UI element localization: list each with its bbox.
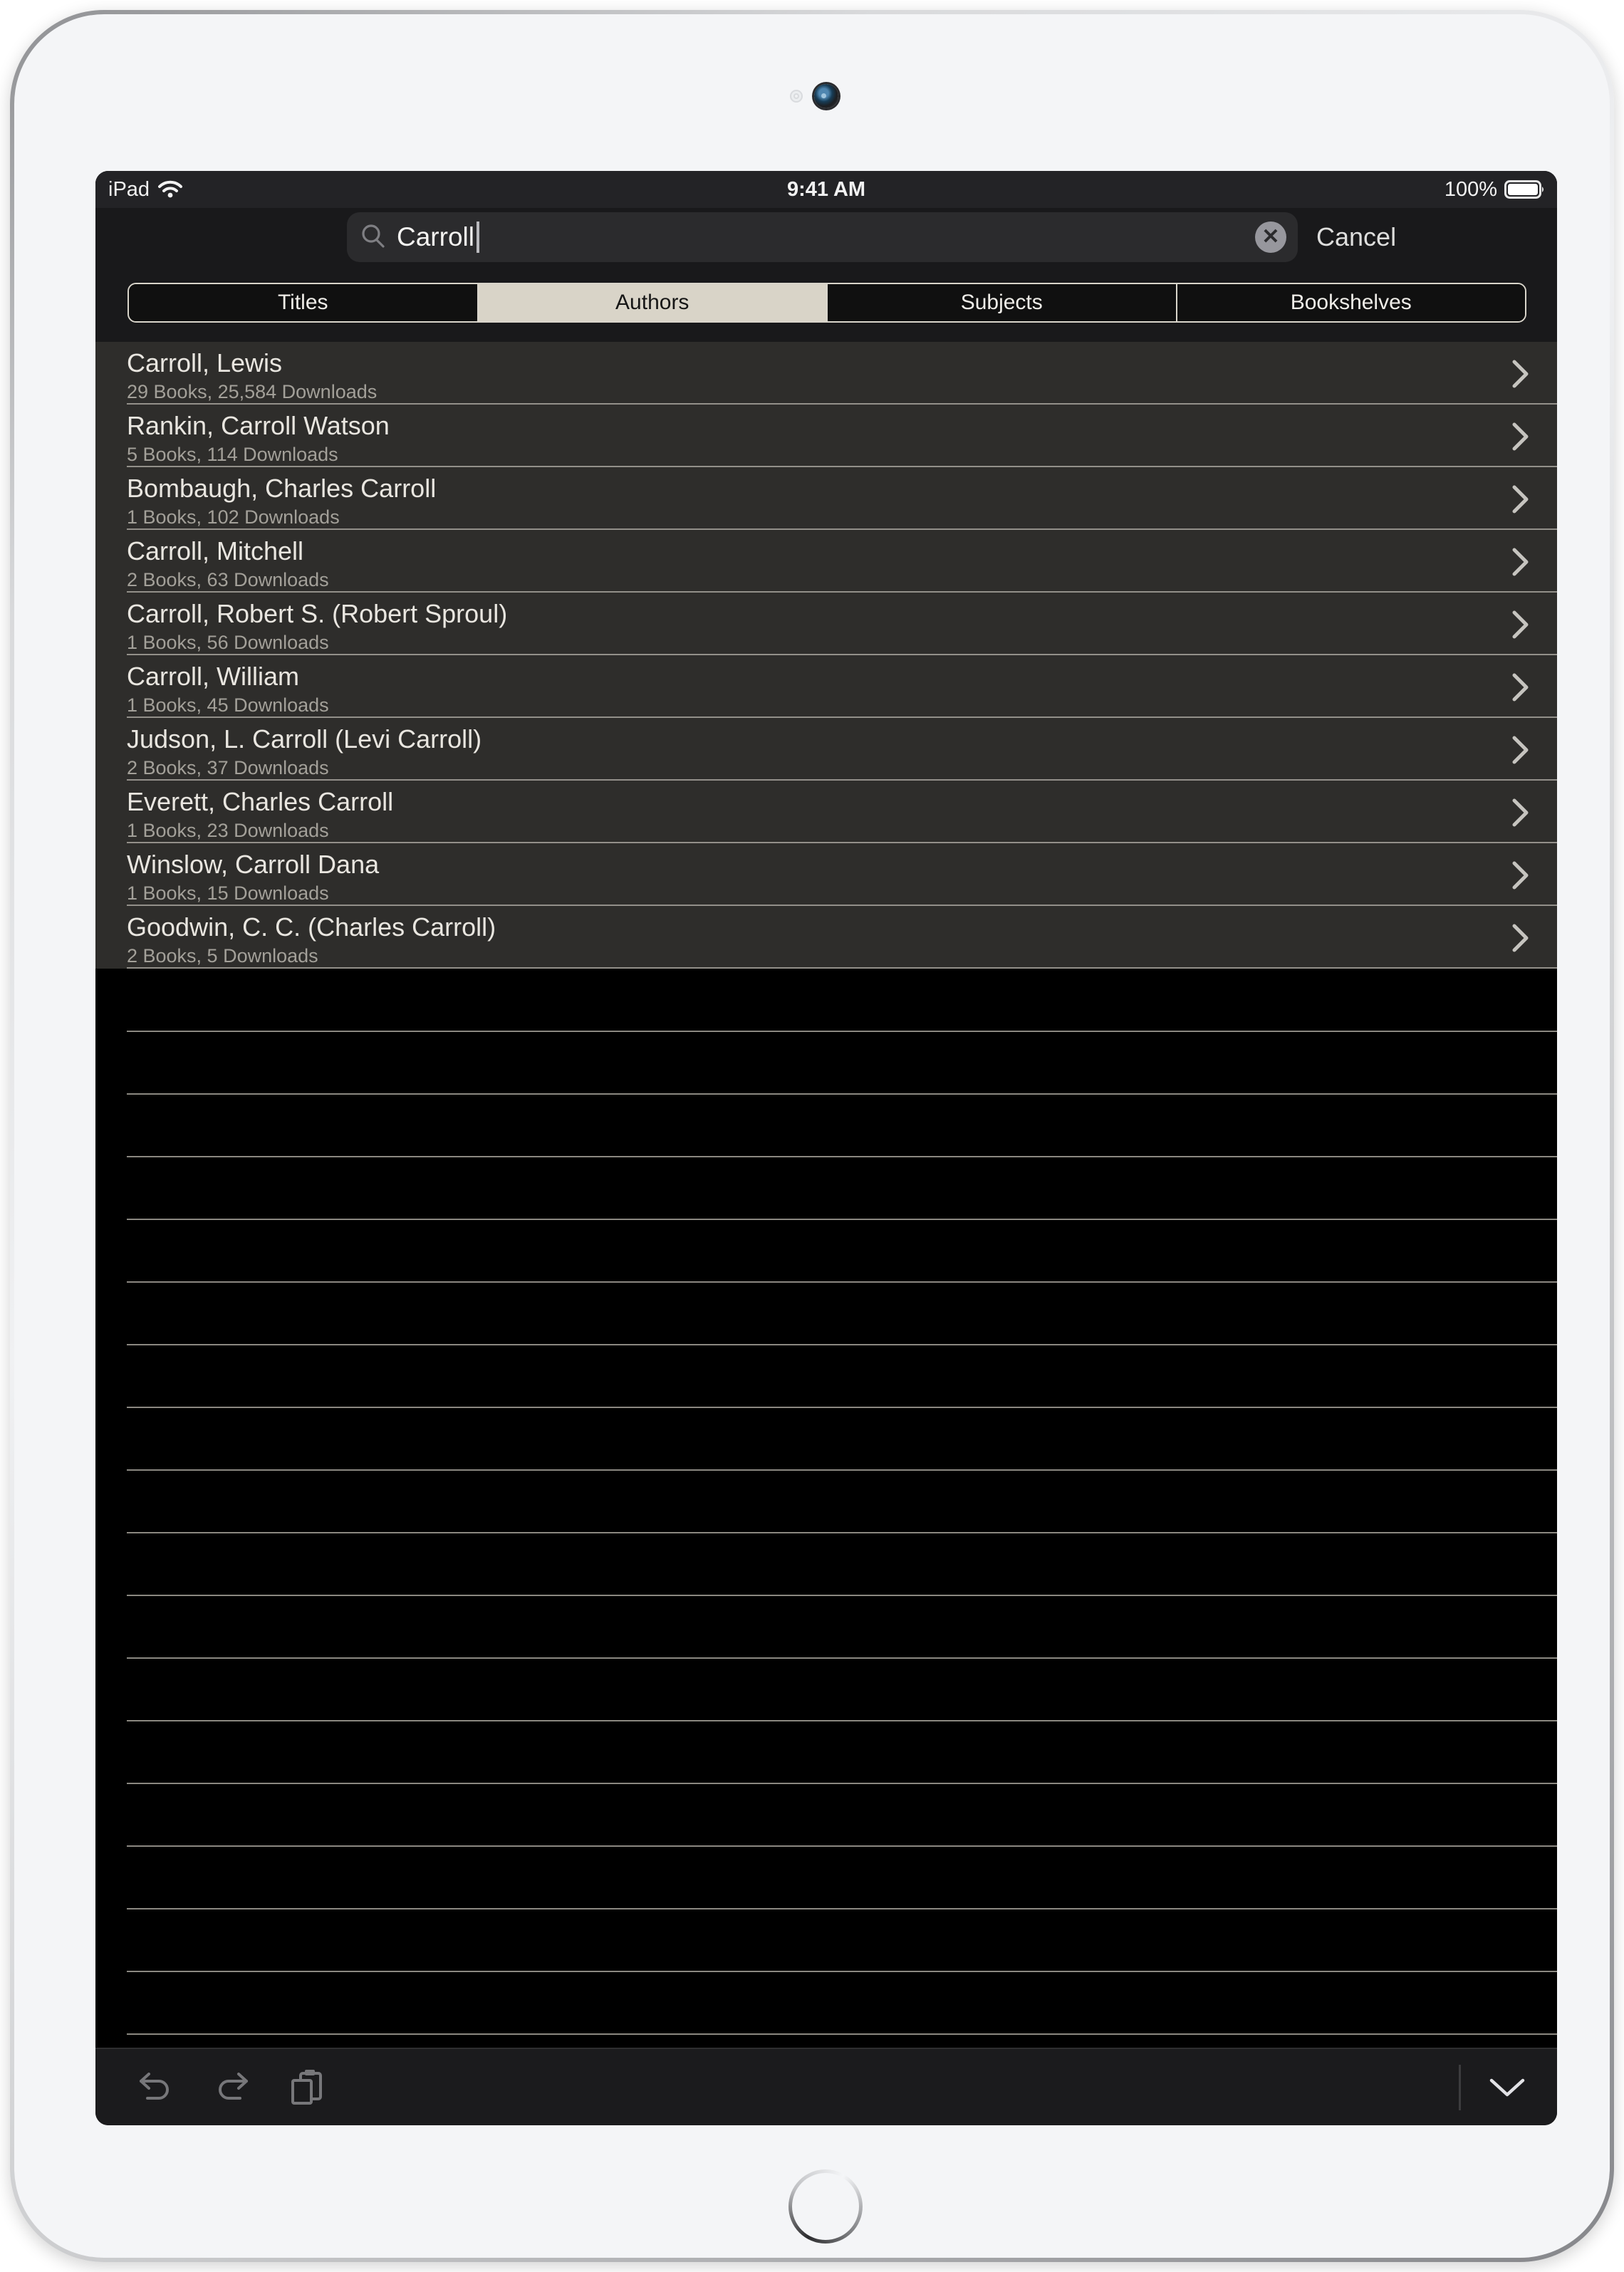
tab-bookshelves[interactable]: Bookshelves bbox=[1177, 284, 1526, 321]
empty-row-separator bbox=[127, 1156, 1557, 1157]
author-name: Judson, L. Carroll (Levi Carroll) bbox=[127, 724, 482, 754]
author-stats: 2 Books, 37 Downloads bbox=[127, 757, 329, 778]
author-row[interactable] bbox=[95, 655, 1557, 718]
author-row[interactable] bbox=[95, 843, 1557, 906]
clear-search-button[interactable] bbox=[1255, 222, 1286, 253]
author-stats: 1 Books, 56 Downloads bbox=[127, 632, 329, 653]
toolbar-divider bbox=[1459, 2065, 1461, 2110]
empty-row-separator bbox=[127, 1344, 1557, 1345]
ipad-device-frame bbox=[10, 10, 1614, 2262]
chevron-right-icon bbox=[1511, 923, 1530, 957]
author-name: Carroll, Mitchell bbox=[127, 536, 304, 566]
chevron-right-icon bbox=[1511, 547, 1530, 580]
empty-row-separator bbox=[127, 1971, 1557, 1972]
camera-glint bbox=[821, 93, 826, 98]
author-stats: 29 Books, 25,584 Downloads bbox=[127, 381, 378, 402]
cancel-button[interactable]: Cancel bbox=[1316, 212, 1396, 262]
author-name: Bombaugh, Charles Carroll bbox=[127, 474, 437, 503]
author-row[interactable] bbox=[95, 530, 1557, 593]
author-row[interactable] bbox=[95, 405, 1557, 467]
empty-list-area bbox=[95, 969, 1557, 2048]
search-query-text: Carroll bbox=[397, 222, 474, 251]
author-name: Carroll, Lewis bbox=[127, 348, 283, 377]
battery-icon bbox=[1504, 180, 1546, 199]
chevron-right-icon bbox=[1511, 484, 1530, 518]
author-stats: 1 Books, 15 Downloads bbox=[127, 882, 329, 904]
text-caret bbox=[477, 222, 479, 253]
screen bbox=[95, 171, 1557, 2125]
chevron-right-icon bbox=[1511, 672, 1530, 706]
chevron-right-icon bbox=[1511, 798, 1530, 831]
author-name: Goodwin, C. C. (Charles Carroll) bbox=[127, 912, 496, 942]
author-row[interactable] bbox=[95, 906, 1557, 969]
home-button[interactable] bbox=[788, 2169, 863, 2244]
author-row[interactable] bbox=[95, 593, 1557, 655]
author-stats: 1 Books, 45 Downloads bbox=[127, 694, 329, 716]
redo-icon bbox=[213, 2071, 250, 2104]
tab-authors[interactable]: Authors bbox=[479, 284, 828, 321]
status-bar bbox=[95, 171, 1557, 208]
front-camera bbox=[814, 84, 838, 108]
author-stats: 2 Books, 5 Downloads bbox=[127, 945, 318, 966]
author-row[interactable] bbox=[95, 781, 1557, 843]
empty-row-separator bbox=[127, 1093, 1557, 1095]
search-icon bbox=[360, 222, 387, 253]
author-name: Rankin, Carroll Watson bbox=[127, 411, 390, 440]
author-results-list bbox=[95, 342, 1557, 969]
empty-row-separator bbox=[127, 1908, 1557, 1909]
empty-row-separator bbox=[127, 1219, 1557, 1220]
empty-row-separator bbox=[127, 1595, 1557, 1596]
author-name: Carroll, Robert S. (Robert Sproul) bbox=[127, 599, 508, 628]
chevron-down-icon bbox=[1487, 2076, 1527, 2099]
chevron-right-icon bbox=[1511, 610, 1530, 643]
empty-row-separator bbox=[127, 1657, 1557, 1659]
redo-button[interactable] bbox=[199, 2049, 264, 2125]
empty-row-separator bbox=[127, 1845, 1557, 1847]
author-row[interactable] bbox=[95, 467, 1557, 530]
battery-percent: 100% bbox=[1444, 177, 1497, 201]
clear-icon: ✕ bbox=[1261, 225, 1280, 249]
empty-row-separator bbox=[127, 2033, 1557, 2035]
empty-row-separator bbox=[127, 1469, 1557, 1471]
author-stats: 1 Books, 23 Downloads bbox=[127, 820, 329, 841]
status-right bbox=[1445, 178, 1546, 202]
chevron-right-icon bbox=[1511, 735, 1530, 768]
author-stats: 1 Books, 102 Downloads bbox=[127, 506, 340, 528]
author-stats: 5 Books, 114 Downloads bbox=[127, 444, 338, 465]
chevron-right-icon bbox=[1511, 359, 1530, 392]
empty-row-separator bbox=[127, 1281, 1557, 1283]
tab-titles[interactable]: Titles bbox=[129, 284, 479, 321]
empty-row-separator bbox=[127, 1532, 1557, 1533]
tab-subjects[interactable]: Subjects bbox=[828, 284, 1177, 321]
empty-row-separator bbox=[127, 1720, 1557, 1721]
author-row[interactable] bbox=[95, 342, 1557, 405]
author-name: Carroll, William bbox=[127, 662, 299, 691]
chevron-right-icon bbox=[1511, 422, 1530, 455]
chevron-right-icon bbox=[1511, 860, 1530, 894]
paste-icon bbox=[289, 2069, 325, 2106]
undo-icon bbox=[137, 2071, 175, 2104]
ipad-bezel bbox=[14, 14, 1610, 2258]
undo-button[interactable] bbox=[124, 2049, 188, 2125]
paste-button[interactable] bbox=[275, 2049, 339, 2125]
author-name: Winslow, Carroll Dana bbox=[127, 850, 380, 879]
keyboard-accessory-bar bbox=[95, 2048, 1557, 2125]
empty-row-separator bbox=[127, 1407, 1557, 1408]
search-scope-tabs bbox=[127, 283, 1526, 323]
empty-row-separator bbox=[127, 1783, 1557, 1784]
author-row[interactable] bbox=[95, 718, 1557, 781]
home-button-surface bbox=[792, 2173, 859, 2240]
carrier-label: iPad bbox=[108, 177, 150, 201]
search-input[interactable] bbox=[347, 212, 1298, 262]
app-header bbox=[95, 171, 1557, 342]
clock: 9:41 AM bbox=[786, 177, 866, 201]
author-name: Everett, Charles Carroll bbox=[127, 787, 394, 816]
ambient-sensor bbox=[790, 90, 803, 103]
dismiss-keyboard-button[interactable] bbox=[1473, 2049, 1541, 2125]
author-stats: 2 Books, 63 Downloads bbox=[127, 569, 329, 590]
empty-row-separator bbox=[127, 1031, 1557, 1032]
